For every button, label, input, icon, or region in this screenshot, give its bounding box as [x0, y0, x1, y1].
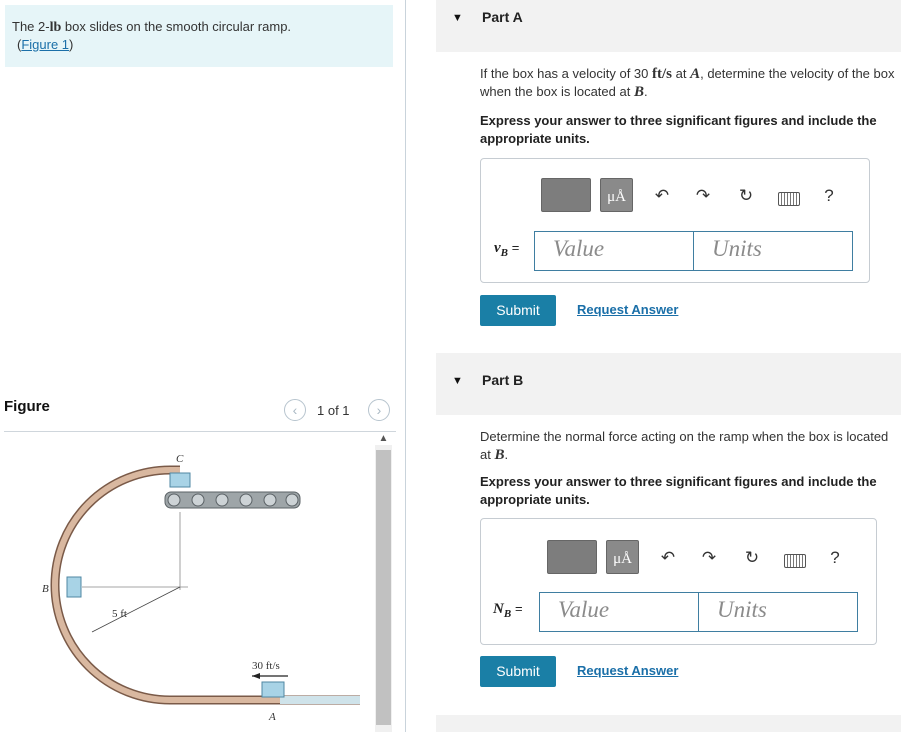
- part-a-answer-box: [480, 158, 870, 283]
- part-b-title: Part B: [482, 372, 524, 388]
- reset-icon[interactable]: ↻: [744, 548, 760, 567]
- part-b-variable: $N_B$ =: [493, 601, 523, 620]
- label-c: C: [176, 453, 184, 465]
- label-b: B: [42, 583, 49, 595]
- units-icon[interactable]: μÅ: [606, 540, 639, 574]
- part-b-value-input[interactable]: Value: [539, 592, 699, 632]
- templates-icon[interactable]: [541, 178, 591, 212]
- label-radius: 5 ft: [112, 608, 127, 620]
- part-b-units-input[interactable]: Units: [698, 592, 858, 632]
- collapse-caret-icon[interactable]: ▼: [452, 375, 463, 387]
- redo-icon[interactable]: ↷: [701, 548, 717, 567]
- label-a: A: [269, 711, 276, 723]
- panel-divider: [405, 0, 406, 732]
- radius-line: [92, 587, 180, 632]
- figure-link[interactable]: Figure 1: [21, 37, 70, 52]
- part-a-units-input[interactable]: Units: [693, 231, 853, 271]
- part-b-header[interactable]: [436, 353, 901, 415]
- figure-link-line: (Figure 1): [17, 37, 74, 52]
- collapse-caret-icon[interactable]: ▼: [452, 12, 463, 24]
- chevron-right-icon: ›: [376, 402, 382, 418]
- part-a-title: Part A: [482, 9, 523, 25]
- help-icon[interactable]: ?: [830, 548, 840, 567]
- ramp-end-shade: [280, 696, 360, 704]
- part-a-submit-button[interactable]: Submit: [480, 295, 556, 326]
- ramp-figure: [30, 440, 370, 732]
- next-part-header: [436, 715, 901, 732]
- templates-icon[interactable]: [547, 540, 597, 574]
- part-b-answer-box: [480, 518, 877, 645]
- part-b-request-answer-link[interactable]: Request Answer: [577, 663, 679, 678]
- keyboard-icon[interactable]: [778, 192, 800, 206]
- unit-lb: lb: [49, 20, 62, 35]
- undo-icon[interactable]: ↶: [660, 548, 676, 567]
- figure-scroll-thumb[interactable]: [376, 450, 391, 725]
- problem-statement-box: [5, 5, 393, 67]
- conveyor-belt: [165, 492, 300, 508]
- part-b-submit-button[interactable]: Submit: [480, 656, 556, 687]
- scroll-up-icon[interactable]: ▲: [378, 433, 389, 444]
- velocity-arrowhead: [252, 673, 260, 679]
- figure-pager: 1 of 1: [317, 403, 350, 418]
- problem-text: The 2-lb box slides on the smooth circular ramp.: [12, 19, 292, 35]
- part-b-instruction: Express your answer to three significant figures and include the appropriate units.: [480, 474, 877, 507]
- box-at-c: [170, 473, 190, 487]
- figure-divider: [4, 431, 396, 432]
- redo-icon[interactable]: ↷: [695, 186, 711, 205]
- box-at-a: [262, 682, 284, 697]
- reset-icon[interactable]: ↻: [738, 186, 754, 205]
- chevron-left-icon: ‹: [292, 402, 298, 418]
- part-a-question: If the box has a velocity of 30 ft/s at A, determine the velocity of the box when the box is located at B.: [480, 66, 895, 100]
- part-a-variable: $v_B$ =: [494, 240, 520, 259]
- part-b-question: Determine the normal force acting on the ramp when the box is located at B.: [480, 429, 889, 463]
- part-a-header[interactable]: [436, 0, 901, 52]
- help-icon[interactable]: ?: [824, 186, 834, 205]
- next-figure-button[interactable]: [368, 399, 390, 421]
- box-at-b: [67, 577, 81, 597]
- keyboard-icon[interactable]: [784, 554, 806, 568]
- part-a-instruction: Express your answer to three significant figures and include the appropriate units.: [480, 113, 877, 146]
- undo-icon[interactable]: ↶: [654, 186, 670, 205]
- label-velocity: 30 ft/s: [252, 660, 280, 672]
- figure-heading: Figure: [4, 398, 50, 415]
- prev-figure-button[interactable]: [284, 399, 306, 421]
- units-icon[interactable]: μÅ: [600, 178, 633, 212]
- part-a-value-input[interactable]: Value: [534, 231, 694, 271]
- part-a-request-answer-link[interactable]: Request Answer: [577, 302, 679, 317]
